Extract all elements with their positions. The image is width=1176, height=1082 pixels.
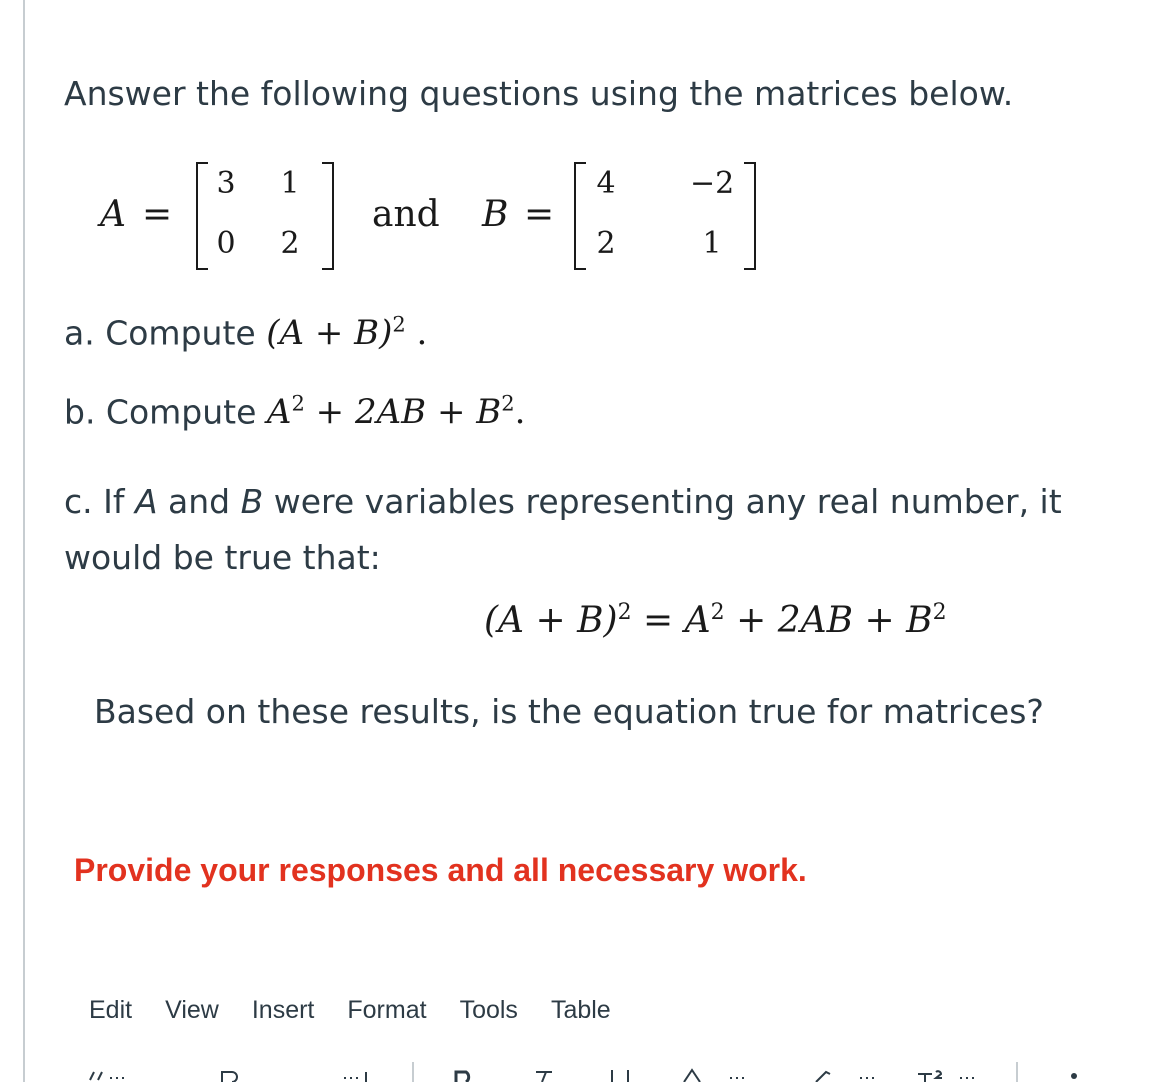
equation-rhs-2: + 2AB + B — [724, 600, 933, 641]
matrix-a-r2c1: 0 — [216, 226, 236, 261]
paragraph-select[interactable] — [220, 1066, 390, 1082]
equation-lhs-exponent: 2 — [617, 600, 632, 625]
menu-tools[interactable]: Tools — [459, 996, 518, 1024]
underline-icon[interactable] — [606, 1066, 636, 1082]
based-on-question: Based on these results, is the equation true for matrices? — [94, 692, 1044, 731]
question-b-math-2: + 2AB + B — [304, 392, 502, 433]
intro-text: Answer the following questions using the matrices below. — [64, 74, 1014, 113]
question-b-exponent-2: 2 — [501, 392, 515, 416]
matrix-b-symbol: B — [482, 194, 509, 235]
matrix-a-r1c2: 1 — [280, 166, 300, 201]
matrix-b-r2c2: 1 — [702, 226, 722, 261]
toolbar-separator-2 — [1016, 1062, 1018, 1082]
question-c — [64, 474, 1144, 586]
binomial-equation — [484, 600, 947, 641]
menu-insert[interactable]: Insert — [251, 996, 315, 1024]
italic-icon[interactable] — [530, 1066, 560, 1082]
font-size-select-icon — [88, 1066, 198, 1082]
question-c-var-b: B — [240, 482, 264, 521]
paragraph-select-icon — [220, 1066, 390, 1082]
bold-icon[interactable] — [452, 1066, 482, 1082]
question-b-exponent-1: 2 — [291, 392, 305, 416]
question-c-text-2: and — [157, 482, 241, 521]
matrix-a-r2c2: 2 — [280, 226, 300, 261]
question-a-exponent: 2 — [392, 313, 406, 337]
editor-toolbar — [60, 1062, 1160, 1082]
menu-format[interactable]: Format — [347, 996, 427, 1024]
superscript-icon[interactable] — [916, 1066, 1006, 1082]
question-c-text-1: c. If — [64, 482, 135, 521]
equation-rhs-exponent-2: 2 — [932, 600, 947, 625]
matrix-b-right-bracket — [744, 162, 756, 270]
question-b-period: . — [514, 392, 526, 433]
question-a — [64, 313, 427, 353]
and-word: and — [372, 194, 440, 235]
highlight-icon[interactable] — [810, 1066, 900, 1082]
equation-rhs-1: A — [684, 600, 711, 641]
editor-menubar — [89, 996, 611, 1025]
matrix-a-symbol: A — [100, 194, 126, 235]
matrix-a-right-bracket — [322, 162, 334, 270]
question-b-math-1: A — [266, 392, 292, 433]
menu-view[interactable]: View — [165, 996, 219, 1024]
equation-rhs-exponent-1: 2 — [710, 600, 725, 625]
matrix-b-equals: = — [524, 194, 555, 235]
question-b-expression — [267, 392, 526, 432]
matrix-b-r1c2: −2 — [690, 166, 735, 201]
question-a-expression — [266, 313, 427, 353]
question-a-period: . — [416, 313, 428, 354]
more-options-icon[interactable] — [1064, 1066, 1084, 1082]
equation-equals: = — [631, 600, 685, 641]
menu-table[interactable]: Table — [550, 996, 611, 1024]
text-color-icon[interactable] — [680, 1066, 770, 1082]
content-left-border — [23, 0, 25, 1082]
question-a-label: a. Compute — [64, 313, 256, 353]
menu-edit[interactable]: Edit — [89, 996, 133, 1024]
question-c-text-3: were variables representing any real number, it would be true that: — [64, 482, 1062, 577]
question-b — [64, 392, 525, 432]
matrix-a-r1c1: 3 — [216, 166, 236, 201]
provide-instructions: Provide your responses and all necessary work. — [74, 852, 807, 888]
matrix-a-equals: = — [142, 194, 173, 235]
font-size-select[interactable] — [88, 1066, 198, 1082]
toolbar-separator-1 — [412, 1062, 414, 1082]
matrix-b-r2c1: 2 — [596, 226, 616, 261]
question-a-math: (A + B) — [266, 313, 393, 354]
matrix-b-r1c1: 4 — [596, 166, 616, 201]
question-b-label: b. Compute — [64, 392, 257, 432]
equation-lhs: (A + B) — [484, 600, 618, 641]
question-c-var-a: A — [134, 482, 158, 521]
